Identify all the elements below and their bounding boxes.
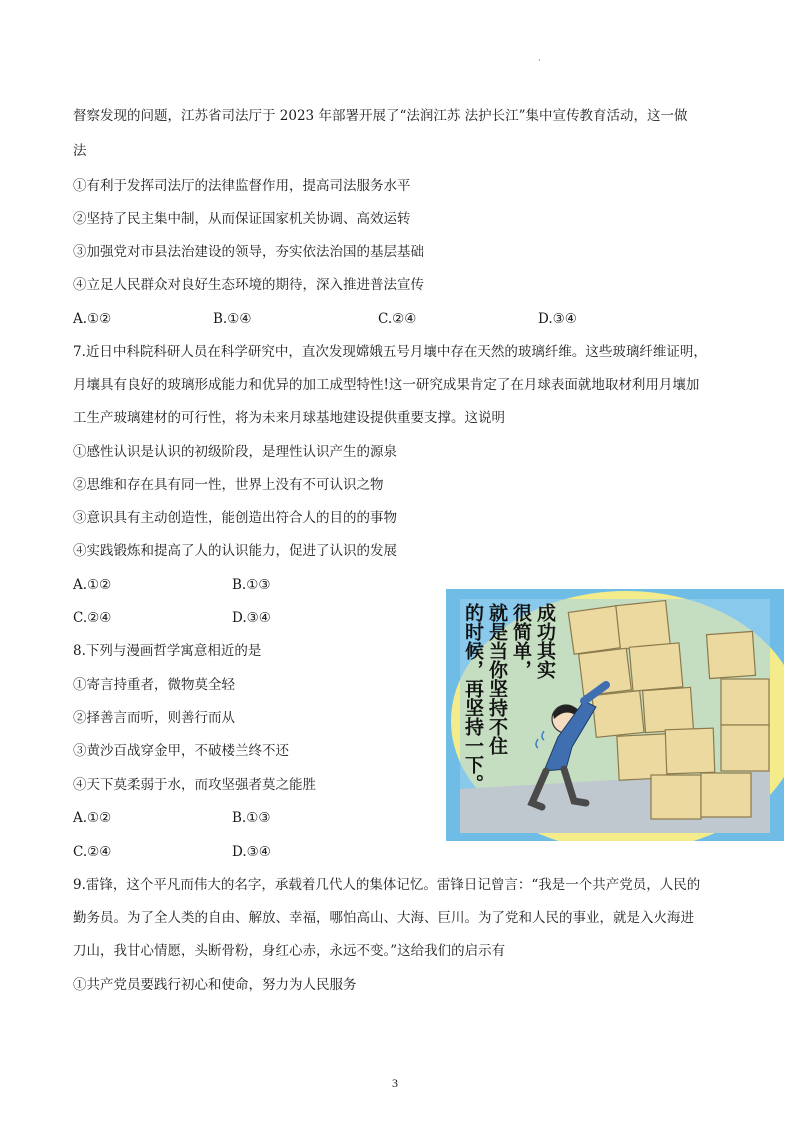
text-line: ②思维和存在具有同一性，世界上没有不可认识之物 (73, 477, 384, 493)
text-line: ①感性认识是认识的初级阶段，是理性认识产生的源泉 (73, 444, 397, 460)
page-number: 3 (392, 1076, 398, 1090)
answer-option: A.①② (73, 577, 112, 593)
text-line: ③意识具有主动创造性，能创造出符合人的目的的事物 (73, 510, 397, 526)
corner-mark: · (538, 56, 541, 66)
text-line: ②择善言而听，则善行而从 (73, 710, 235, 726)
comic-illustration (446, 589, 784, 841)
answer-option: D.③④ (538, 311, 577, 327)
comic-caption (462, 603, 555, 835)
text-line: 工生产玻璃建材的可行性，将为未来月球基地建设提供重要支撑。这说明 (73, 410, 505, 426)
caption-column: 的时候，再坚持一下。 (462, 603, 484, 793)
caption-column: 很简单， (510, 603, 532, 679)
answer-option: C.②④ (73, 844, 112, 860)
text-line: ④立足人民群众对良好生态环境的期待，深入推进普法宣传 (73, 277, 424, 293)
caption-column: 就是当你坚持不住 (486, 603, 508, 755)
text-line: 月壤具有良好的玻璃形成能力和优异的加工成型特性!这一研究成果肯定了在月球表面就地取材利用月壤加 (73, 377, 700, 393)
text-line: 法 (73, 143, 87, 159)
answer-option: D.③④ (232, 610, 271, 626)
text-line: ②坚持了民主集中制，从而保证国家机关协调、高效运转 (73, 211, 411, 227)
text-line: 刀山，我甘心情愿，头断骨粉，身红心赤，永远不变。”这给我们的启示有 (73, 943, 506, 959)
answer-option: C.②④ (73, 610, 112, 626)
question-9: 9.雷锋，这个平凡而伟大的名字，承载着几代人的集体记忆。雷锋日记曾言：“我是一个共产党员，人民的 (73, 877, 701, 893)
answer-option: B.①③ (232, 810, 271, 826)
text-line: ④实践锻炼和提高了人的认识能力，促进了认识的发展 (73, 543, 397, 559)
text-line: ①有利于发挥司法厅的法律监督作用，提高司法服务水平 (73, 178, 411, 194)
text-line: ④天下莫柔弱于水，而攻坚强者莫之能胜 (73, 777, 316, 793)
question-8: 8.下列与漫画哲学寓意相近的是 (73, 643, 262, 659)
text-line: ③加强党对市县法治建设的领导，夯实依法治国的基层基础 (73, 244, 424, 260)
answer-option: B.①④ (213, 311, 252, 327)
text-line: ①共产党员要践行初心和使命，努力为人民服务 (73, 977, 357, 993)
answer-option: B.①③ (232, 577, 271, 593)
text-line: 督察发现的问题，江苏省司法厅于 2023 年部署开展了“法润江苏 法护长江”集中宣传教育活动，这一做 (73, 108, 688, 124)
answer-option: A.①② (73, 311, 112, 327)
answer-option: A.①② (73, 810, 112, 826)
answer-option: D.③④ (232, 844, 271, 860)
answer-option: C.②④ (378, 311, 417, 327)
text-line: ③黄沙百战穿金甲，不破楼兰终不还 (73, 743, 289, 759)
question-7: 7.近日中科院科研人员在科学研究中，直次发现嫦娥五号月壤中存在天然的玻璃纤维。这些玻璃纤维证明， (73, 344, 707, 360)
text-line: 勤务员。为了全人类的自由、解放、幸福，哪怕高山、大海、巨川。为了党和人民的事业，就是入火海进 (73, 910, 694, 926)
caption-column: 成功其实 (534, 603, 556, 679)
text-line: ①寄言持重者，微物莫全轻 (73, 677, 235, 693)
